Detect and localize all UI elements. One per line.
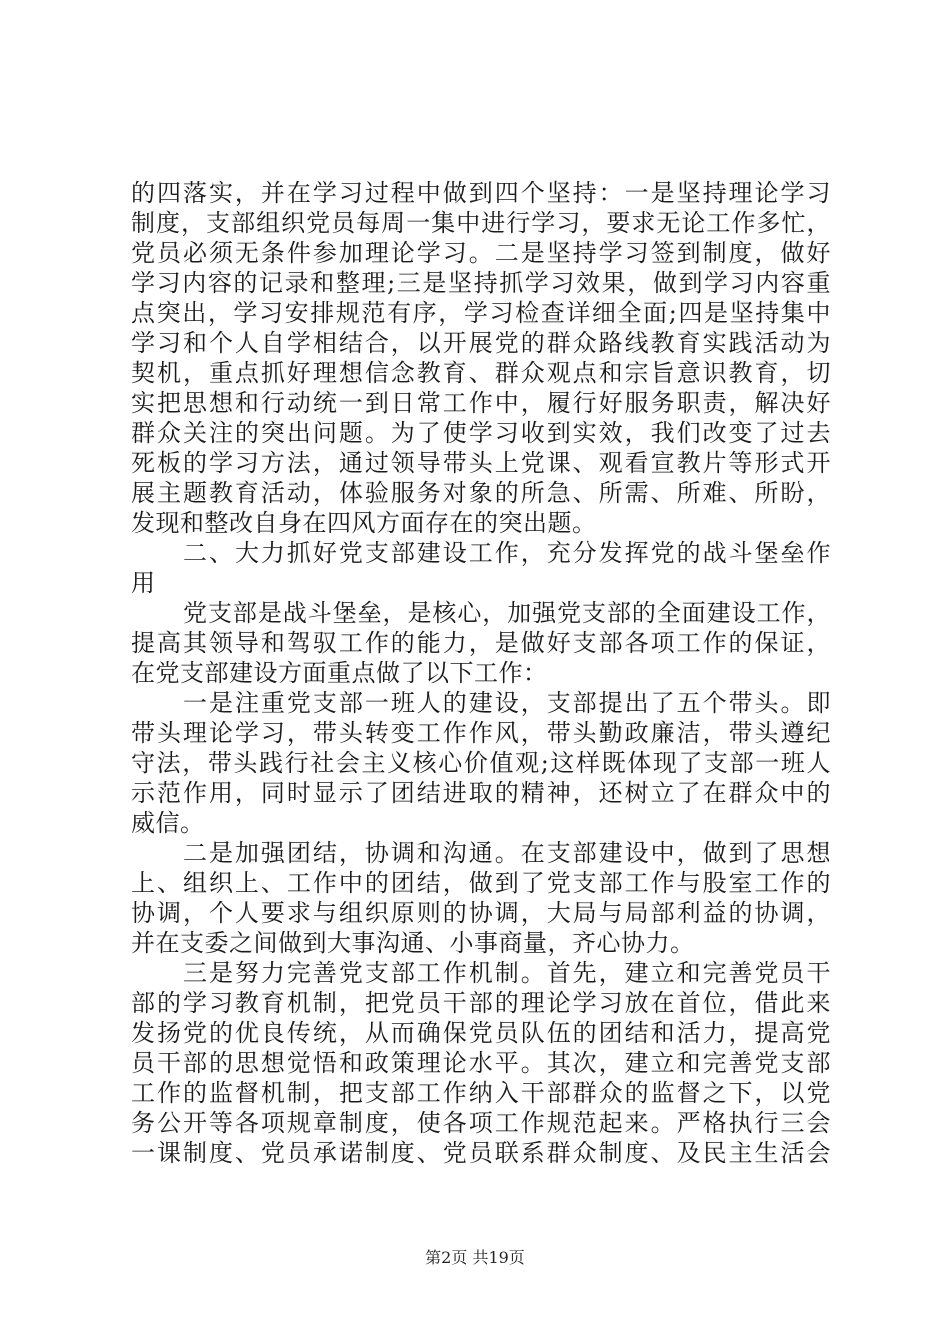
document-body [131, 178, 831, 1168]
text-line: 的四落实，并在学习过程中做到四个坚持：一是坚持理论学习 [131, 179, 831, 207]
section-heading: 二、大力抓好党支部建设工作，充分发挥党的战斗堡垒作 [183, 539, 831, 567]
text-line: 工作的监督机制，把支部工作纳入干部群众的监督之下，以党 [131, 1079, 831, 1107]
text-line: 党员必须无条件参加理论学习。二是坚持学习签到制度，做好 [131, 239, 831, 267]
text-line: 点突出，学习安排规范有序，学习检查详细全面;四是坚持集中 [131, 299, 831, 327]
text-line: 学习内容的记录和整理;三是坚持抓学习效果，做到学习内容重 [131, 269, 831, 297]
page-number-footer: 第2页 共19页 [425, 1248, 525, 1267]
text-line: 一是注重党支部一班人的建设，支部提出了五个带头。即 [183, 689, 831, 717]
text-line: 带头理论学习，带头转变工作作风，带头勤政廉洁，带头遵纪 [131, 719, 831, 747]
text-line: 部的学习教育机制，把党员干部的理论学习放在首位，借此来 [131, 989, 831, 1017]
text-line: 契机，重点抓好理想信念教育、群众观点和宗旨意识教育，切 [131, 359, 831, 387]
text-line: 员干部的思想觉悟和政策理论水平。其次，建立和完善党支部 [131, 1049, 831, 1077]
text-line: 党支部是战斗堡垒，是核心，加强党支部的全面建设工作， [183, 599, 831, 627]
text-line: 协调，个人要求与组织原则的协调，大局与局部利益的协调， [131, 899, 831, 927]
text-line: 群众关注的突出问题。为了使学习收到实效，我们改变了过去 [131, 419, 831, 447]
text-line: 二是加强团结，协调和沟通。在支部建设中，做到了思想 [183, 839, 831, 867]
text-line: 实把思想和行动统一到日常工作中，履行好服务职责，解决好 [131, 389, 831, 417]
text-line: 在党支部建设方面重点做了以下工作： [131, 659, 548, 687]
text-line: 展主题教育活动，体验服务对象的所急、所需、所难、所盼， [131, 479, 831, 507]
text-line: 威信。 [131, 809, 205, 837]
text-line: 学习和个人自学相结合，以开展党的群众路线教育实践活动为 [131, 329, 831, 357]
section-heading-continued: 用 [131, 569, 156, 597]
text-line: 发扬党的优良传统，从而确保党员队伍的团结和活力，提高党 [131, 1019, 831, 1047]
text-line: 发现和整改自身在四风方面存在的突出题。 [131, 509, 597, 537]
text-line: 制度，支部组织党员每周一集中进行学习，要求无论工作多忙， [131, 209, 831, 237]
text-line: 上、组织上、工作中的团结，做到了党支部工作与股室工作的 [131, 869, 831, 897]
text-line: 提高其领导和驾驭工作的能力，是做好支部各项工作的保证， [131, 629, 831, 657]
text-line: 三是努力完善党支部工作机制。首先，建立和完善党员干 [183, 959, 831, 987]
text-line: 并在支委之间做到大事沟通、小事商量，齐心协力。 [131, 929, 695, 957]
text-line: 死板的学习方法，通过领导带头上党课、观看宣教片等形式开 [131, 449, 831, 477]
text-line: 一课制度、党员承诺制度、党员联系群众制度、及民主生活会 [131, 1139, 831, 1167]
text-line: 守法，带头践行社会主义核心价值观;这样既体现了支部一班人 [131, 749, 831, 777]
text-line: 示范作用，同时显示了团结进取的精神，还树立了在群众中的 [131, 779, 831, 807]
text-line: 务公开等各项规章制度，使各项工作规范起来。严格执行三会 [131, 1109, 831, 1137]
